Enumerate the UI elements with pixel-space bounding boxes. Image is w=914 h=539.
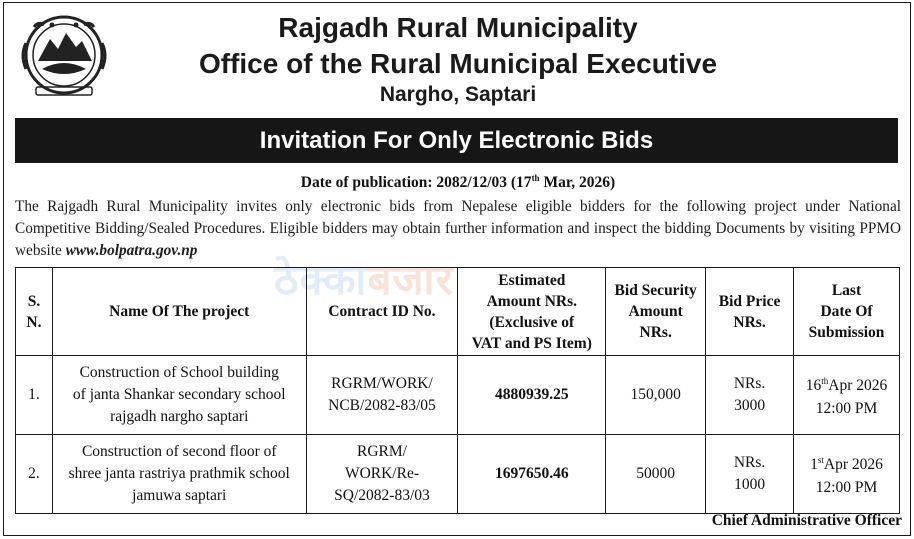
row-amount: 4880939.25 bbox=[458, 356, 606, 435]
publication-date-label: Date of publication: 2082/12/03 (17 bbox=[300, 174, 532, 192]
row-contract: RGRM/WORK/ NCB/2082-83/05 bbox=[306, 356, 458, 435]
header-price: Bid Price NRs. bbox=[706, 268, 794, 356]
publication-date-rest: Mar, 2026) bbox=[539, 174, 616, 192]
municipality-name: Rajgadh Rural Municipality bbox=[278, 12, 638, 43]
publication-date-suffix: th bbox=[531, 173, 540, 183]
bids-table bbox=[15, 267, 900, 514]
row-last-date: 16thApr 2026 12:00 PM bbox=[794, 356, 900, 435]
header-security: Bid Security Amount NRs. bbox=[606, 268, 706, 356]
signature-title: Chief Administrative Officer bbox=[711, 512, 902, 529]
watermark-part1: ठेक्का bbox=[274, 255, 368, 304]
office-location: Nargho, Saptari bbox=[379, 83, 537, 106]
intro-paragraph bbox=[15, 196, 901, 262]
table-header-row bbox=[16, 268, 900, 356]
notice-page bbox=[3, 2, 911, 536]
intro-text: The Rajgadh Rural Municipality invites only electronic bids from Nepalese eligible bidders for the following project under National Competitive Bidding/Sealed Procedures. Eligible bidders may obtain further information and inspect the bidding Documents by visiting PPMO website bbox=[15, 198, 901, 259]
publication-date bbox=[4, 173, 912, 192]
row-project: Construction of second floor of shree janta rastriya prathmik school jamuwa saptari bbox=[52, 435, 306, 514]
row-contract: RGRM/ WORK/Re- SQ/2082-83/03 bbox=[306, 435, 458, 514]
ppmo-website-link[interactable]: www.bolpatra.gov.np bbox=[65, 242, 198, 259]
row-price: NRs. 3000 bbox=[706, 356, 794, 435]
header-project: Name Of The project bbox=[52, 268, 306, 356]
office-name: Office of the Rural Municipal Executive bbox=[198, 48, 718, 79]
row-price: NRs. 1000 bbox=[706, 435, 794, 514]
row-security: 150,000 bbox=[606, 356, 706, 435]
table-row bbox=[16, 435, 900, 514]
row-project: Construction of School building of janta Shankar secondary school rajgadh nargho saptari bbox=[52, 356, 306, 435]
row-sn: 1. bbox=[16, 356, 53, 435]
header-sn: S. N. bbox=[16, 268, 53, 356]
row-amount: 1697650.46 bbox=[458, 435, 606, 514]
row-last-date: 1stApr 2026 12:00 PM bbox=[794, 435, 900, 514]
notice-title-banner: Invitation For Only Electronic Bids bbox=[15, 118, 898, 163]
table-row bbox=[16, 356, 900, 435]
header-amount: Estimated Amount NRs. (Exclusive of VAT and PS Item) bbox=[458, 268, 606, 356]
row-sn: 2. bbox=[16, 435, 53, 514]
header-last-date: Last Date Of Submission bbox=[794, 268, 900, 356]
row-security: 50000 bbox=[606, 435, 706, 514]
watermark-part2: बजार bbox=[367, 255, 454, 304]
header-contract: Contract ID No. bbox=[306, 268, 458, 356]
